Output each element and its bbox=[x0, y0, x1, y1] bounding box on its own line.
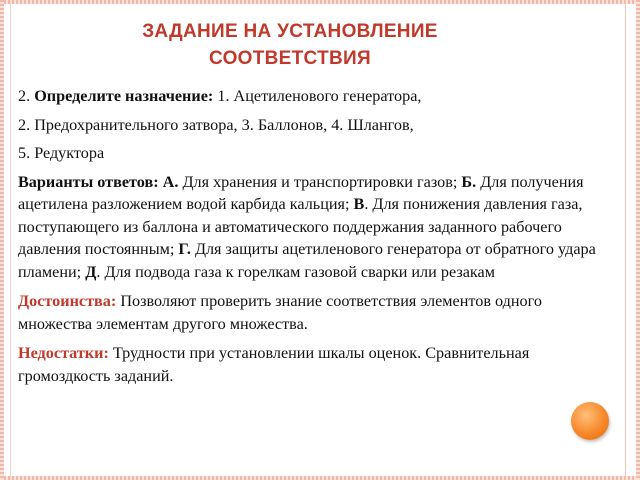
task-line-2: 2. Предохранительного затвора, 3. Баллонов, 4. Шлангов, bbox=[18, 115, 414, 134]
task-number: 2. bbox=[18, 87, 31, 105]
answer-b-key: Б. bbox=[461, 172, 477, 191]
answer-g-key: Г. bbox=[178, 240, 191, 258]
orange-orb-icon bbox=[571, 402, 609, 440]
decorative-border-left bbox=[0, 0, 4, 480]
answer-d-text: . Для подвода газа к горелкам газовой сварки или резакам bbox=[96, 262, 495, 281]
answer-v-text: . Для понижения давления газа, поступающего из баллона и автоматического поддержания заданного рабочего давления постоянным; bbox=[18, 195, 583, 258]
answer-d-key: Д bbox=[85, 262, 97, 281]
task-item-1: 1. Ацетиленового генератора, bbox=[217, 87, 422, 105]
decorative-border-bottom bbox=[0, 476, 640, 480]
answer-g-text: Для защиты ацетиленового генератора от обратного удара пламени; bbox=[18, 240, 596, 281]
advantages-text: Позволяют проверить знание соответствия элементов одного множества элементам другого множества. bbox=[18, 292, 542, 333]
decorative-line-right bbox=[625, 0, 626, 480]
disadvantages-label: Недостатки: bbox=[18, 344, 109, 362]
slide-title bbox=[40, 18, 540, 72]
answer-b-text: Для получения ацетилена разложением водой карбида кальция; bbox=[18, 172, 584, 213]
answer-v-key: В bbox=[353, 195, 365, 213]
answer-a-text: Для хранения и транспортировки газов; bbox=[182, 172, 458, 191]
title-line-1: ЗАДАНИЕ НА УСТАНОВЛЕНИЕ bbox=[142, 21, 438, 42]
advantages-paragraph bbox=[18, 290, 608, 335]
task-label: Определите назначение: bbox=[34, 87, 214, 105]
decorative-border-right bbox=[636, 0, 640, 480]
decorative-line-left bbox=[10, 0, 11, 480]
advantages-label: Достоинства: bbox=[18, 292, 117, 310]
title-line-2: СООТВЕТСТВИЯ bbox=[209, 48, 371, 69]
answer-a-key: А. bbox=[162, 172, 179, 191]
answers-paragraph bbox=[18, 171, 608, 284]
decorative-border-top bbox=[0, 0, 640, 4]
disadvantages-text: Трудности при установлении шкалы оценок. Сравнительная громоздкость заданий. bbox=[18, 344, 530, 385]
task-line-1 bbox=[18, 85, 608, 108]
task-line-3: 5. Редуктора bbox=[18, 144, 105, 162]
disadvantages-paragraph bbox=[18, 342, 608, 387]
answers-label: Варианты ответов: bbox=[18, 172, 159, 191]
slide-body bbox=[18, 85, 608, 393]
